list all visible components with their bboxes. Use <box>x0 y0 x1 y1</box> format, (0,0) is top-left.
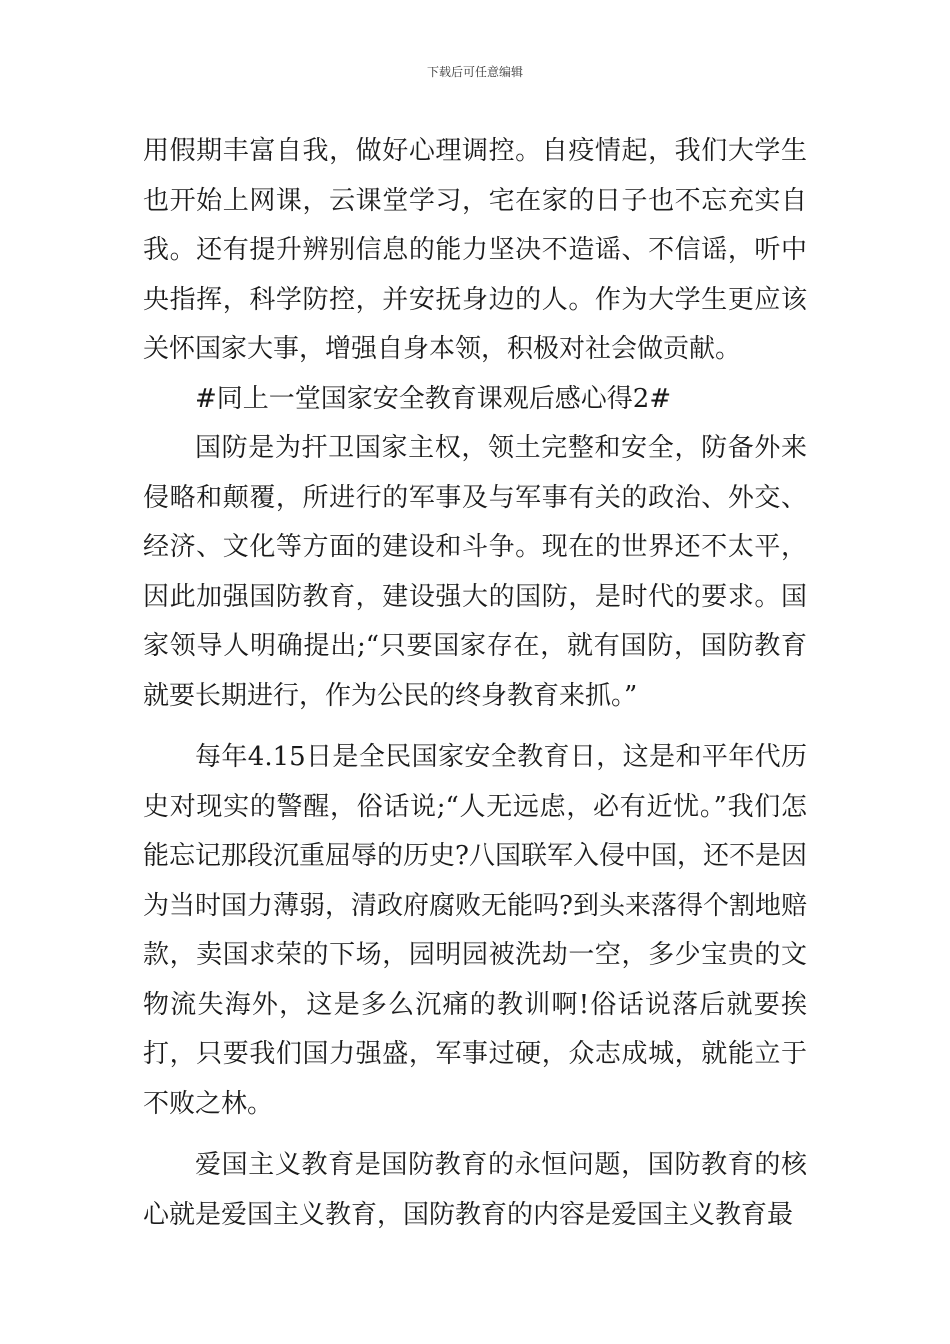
paragraph-national-defense: 国防是为扞卫国家主权，领土完整和安全，防备外来侵略和颠覆，所进行的军事及与军事有关的政治、外交、经济、文化等方面的建设和斗争。现在的世界还不太平，因此加强国防教育，建设强大的国防，是时代的要求。国家领导人明确提出;“只要国家存在，就有国防，国防教育就要长期进行，作为公民的终身教育来抓。” <box>143 433 807 711</box>
document-body <box>143 127 807 1240</box>
section-heading: #同上一堂国家安全教育课观后感心得2# <box>195 383 672 414</box>
paragraph-continuation: 用假期丰富自我，做好心理调控。自疫情起，我们大学生也开始上网课，云课堂学习，宅在家的日子也不忘充实自我。还有提升辨别信息的能力坚决不造谣、不信谣，听中央指挥，科学防控，并安抚身边的人。作为大学生更应该关怀国家大事，增强自身本领，积极对社会做贡献。 <box>143 136 807 364</box>
paragraph-security-day: 每年4.15日是全民国家安全教育日，这是和平年代历史对现实的警醒，俗话说;“人无远虑，必有近忧。”我们怎能忘记那段沉重屈辱的历史?八国联军入侵中国，还不是因为当时国力薄弱，清政府腐败无能吗?到头来落得个割地赔款，卖国求荣的下场，园明园被洗劫一空，多少宝贵的文物流失海外，这是多么沉痛的教训啊!俗话说落后就要挨打，只要我们国力强盛，军事过硬，众志成城，就能立于不败之林。 <box>143 742 807 1119</box>
paragraph-patriotism: 爱国主义教育是国防教育的永恒问题，国防教育的核心就是爱国主义教育，国防教育的内容是爱国主义教育最 <box>143 1150 807 1230</box>
page-header: 下载后可任意编辑 <box>426 65 523 79</box>
